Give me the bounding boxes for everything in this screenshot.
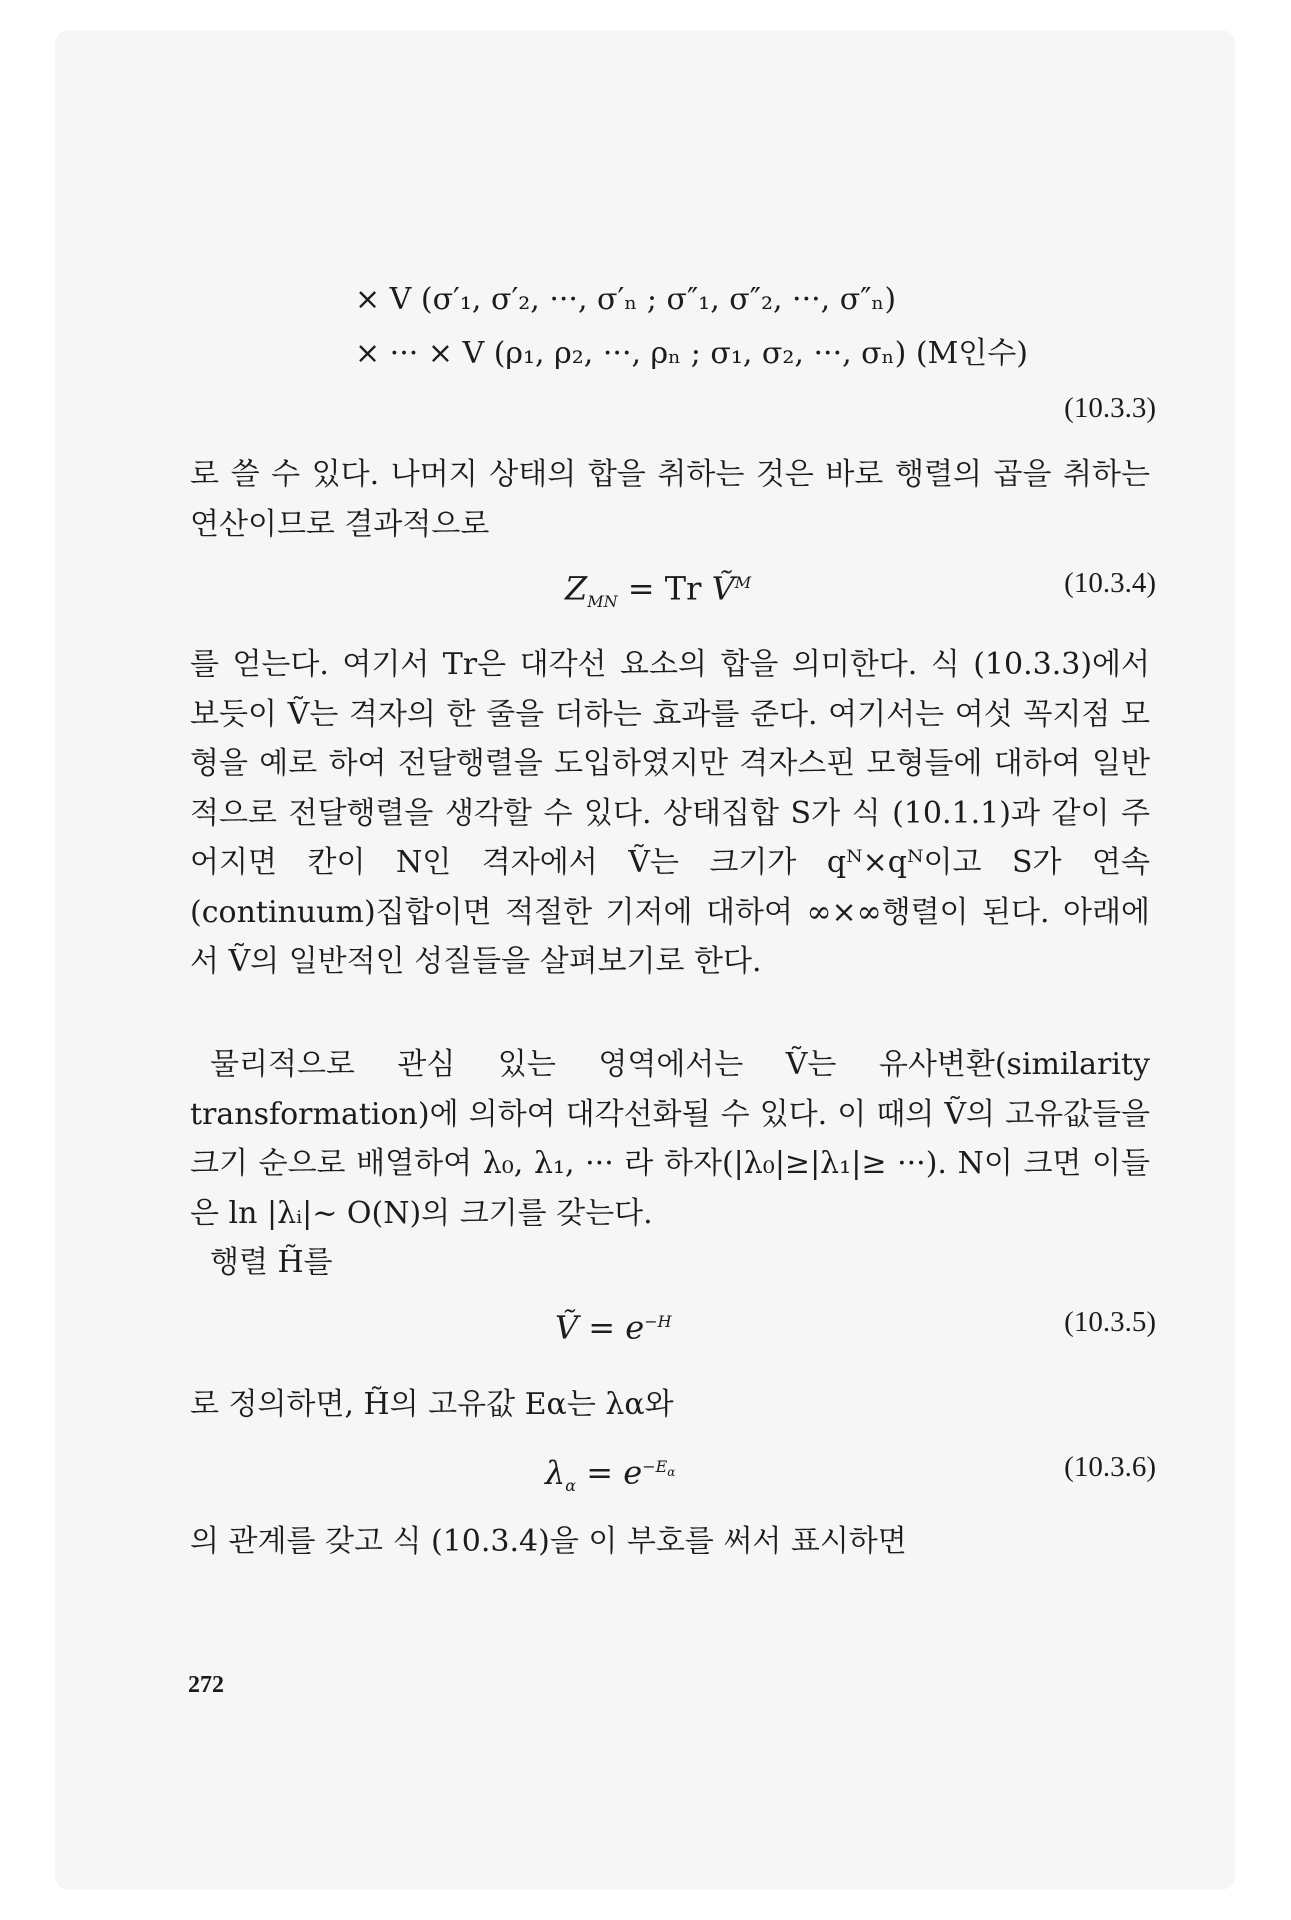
equation-number-10-3-3: (10.3.3)	[1064, 392, 1156, 424]
page-number: 272	[188, 1672, 224, 1698]
equation-10-3-5: Ṽ = $e^{-H}$	[555, 1308, 672, 1347]
equation-10-3-4: $Z_{MN} = Tr$ Ṽ$^M$	[565, 569, 752, 612]
paragraph-5: 로 정의하면, H̃의 고유값 Eα는 λα와	[190, 1387, 674, 1422]
equation-number-10-3-4: (10.3.4)	[1064, 567, 1156, 599]
equation-continuation-line-1: × V (σ′₁, σ′₂, ···, σ′ₙ ; σ″₁, σ″₂, ···, σ″ₙ)	[355, 282, 897, 317]
equation-continuation-line-2: × ··· × V (ρ₁, ρ₂, ···, ρₙ ; σ₁, σ₂, ···, σₙ) (M인수)	[355, 336, 1028, 371]
paragraph-6: 의 관계를 갖고 식 (10.3.4)을 이 부호를 써서 표시하면	[190, 1524, 907, 1559]
paragraph-3: 물리적으로 관심 있는 영역에서는 Ṽ는 유사변환(similarity transformation)에 의하여 대각선화될 수 있다. 이 때의 Ṽ의 고유값들을 크기 순으로 배열하여 λ₀, λ₁, ··· 라 하자(|λ₀|≥|λ₁|≥ ···). N이 크면 이들은 ln |λᵢ|~ O(N)의 크기를 갖는다.	[190, 1047, 1150, 1231]
paragraph-4: 행렬 H̃를	[210, 1245, 333, 1280]
paragraph-1: 로 쓸 수 있다. 나머지 상태의 합을 취하는 것은 바로 행렬의 곱을 취하는 연산이므로 결과적으로	[190, 457, 1150, 542]
paragraph-2: 를 얻는다. 여기서 Tr은 대각선 요소의 합을 의미한다. 식 (10.3.3)에서 보듯이 Ṽ는 격자의 한 줄을 더하는 효과를 준다. 여기서는 여섯 꼭지점 모형을 예로 하여 전달행렬을 도입하였지만 격자스핀 모형들에 대하여 일반적으로 전달행렬을 생각할 수 있다. 상태집합 S가 식 (10.1.1)과 같이 주어지면 칸이 N인 격자에서 Ṽ는 크기가 qᴺ×qᴺ이고 S가 연속(continuum)집합이면 적절한 기저에 대하여 ∞×∞행렬이 된다. 아래에서 Ṽ의 일반적인 성질들을 살펴보기로 한다.	[190, 647, 1150, 979]
equation-10-3-6: $\lambda_\alpha = e^{-E_\alpha}$	[545, 1453, 676, 1496]
equation-number-10-3-6: (10.3.6)	[1064, 1451, 1156, 1483]
equation-number-10-3-5: (10.3.5)	[1064, 1306, 1156, 1338]
